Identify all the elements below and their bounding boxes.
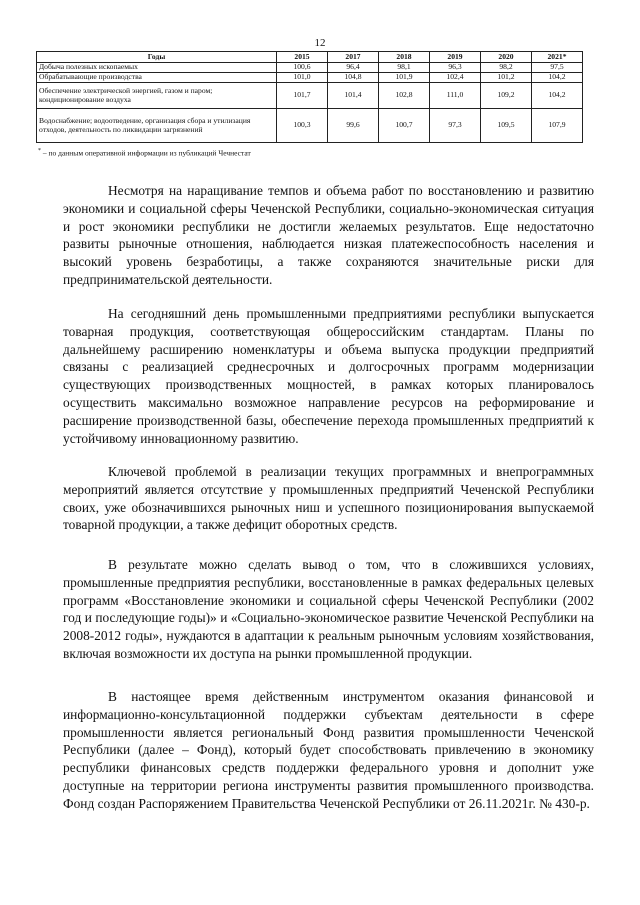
table-cell: 96,3 — [430, 63, 481, 73]
paragraph-conclusion: В результате можно сделать вывод о том, что в сложившихся условиях, промышленные предприятия республики, восстановленные в рамках федеральных целевых программ «Восстановление экономики и социальной сферы Чеченской Республики (2002 год и последующие годы)» и «Социально-экономическое развитие Чеченской Республики на 2008-2012 годы», нуждаются в адаптации к реальным рыночным условиям хозяйствования, включая возможности их доступа на рынки промышленной продукции. — [63, 557, 594, 661]
page-number: 12 — [314, 37, 326, 49]
table-cell: 109,5 — [481, 109, 532, 143]
table-cell: 109,2 — [481, 83, 532, 109]
table-cell: 99,6 — [328, 109, 379, 143]
header-2019: 2019 — [430, 52, 481, 63]
table-cell: 98,2 — [481, 63, 532, 73]
table-cell: 107,9 — [532, 109, 583, 143]
footnote-text: – по данным оперативной информации из публикаций Чечнестат — [41, 148, 251, 158]
row-label: Водоснабжение; водоотведение, организация сбора и утилизация отходов, деятельность по ликвидации загрязнений — [37, 109, 277, 143]
paragraph-key-problem: Ключевой проблемой в реализации текущих программных и внепрограммных мероприятий является отсутствие у промышленных предприятий Чеченской Республики своих, уже обозначившихся рыночных ниш и успешного позиционирования выпускаемой товарной продукции, а также дефицит оборотных средств. — [63, 464, 594, 533]
table-row — [37, 73, 583, 83]
table-cell: 111,0 — [430, 83, 481, 109]
table-row — [37, 63, 583, 73]
table-cell: 102,8 — [379, 83, 430, 109]
table-cell: 101,9 — [379, 73, 430, 83]
table-cell: 100,3 — [277, 109, 328, 143]
table-cell: 98,1 — [379, 63, 430, 73]
header-2018: 2018 — [379, 52, 430, 63]
table-cell: 101,0 — [277, 73, 328, 83]
header-2015: 2015 — [277, 52, 328, 63]
header-2020: 2020 — [481, 52, 532, 63]
table-cell: 101,7 — [277, 83, 328, 109]
header-2021: 2021* — [532, 52, 583, 63]
table-cell: 97,5 — [532, 63, 583, 73]
table-row — [37, 109, 583, 143]
paragraph-development-fund: В настоящее время действенным инструментом оказания финансовой и информационно-консультационной поддержки субъектам деятельности в сфере промышленности является региональный Фонд развития промышленности Чеченской Республики (далее – Фонд), который будет способствовать привлечению в экономику республики финансовых средств поддержки федерального уровня и дополнит уже доступные на территории региона инструменты развития промышленного производства. Фонд создан Распоряжением Правительства Чеченской Республики от 26.11.2021г. № 430-р. — [63, 689, 594, 811]
table-row — [37, 83, 583, 109]
paragraph-industrial-production: На сегодняшний день промышленными предприятиями республики выпускается товарная продукция, соответствующая общероссийским стандартам. Планы по дальнейшему расширению номенклатуры и объема выпуска продукции предприятий связаны с реализацией среднесрочных и долгосрочных программ модернизации существующих производственных мощностей, в рамках которых планировалось осуществить максимально возможное направление ресурсов на реформирование и расширение производственной базы, обеспечение перехода промышленных предприятий к устойчивому инновационному развитию. — [63, 306, 594, 446]
table-cell: 102,4 — [430, 73, 481, 83]
table-cell: 104,2 — [532, 73, 583, 83]
table-cell: 104,8 — [328, 73, 379, 83]
table-cell: 100,7 — [379, 109, 430, 143]
table-footnote — [38, 148, 251, 158]
table-cell: 96,4 — [328, 63, 379, 73]
row-label: Обеспечение электрической энергией, газом и паром; кондиционирование воздуха — [37, 83, 277, 109]
table-cell: 97,3 — [430, 109, 481, 143]
row-label: Добыча полезных ископаемых — [37, 63, 277, 73]
table-cell: 100,6 — [277, 63, 328, 73]
table-cell: 101,4 — [328, 83, 379, 109]
header-years: Годы — [37, 52, 277, 63]
table-cell: 101,2 — [481, 73, 532, 83]
paragraph-economic-situation: Несмотря на наращивание темпов и объема работ по восстановлению и развитию экономики и социальной сферы Чеченской Республики, социально-экономическая ситуация и рост экономики республики не достигли желаемых результатов. Еще недостаточно развиты рыночные отношения, наблюдается низкая платежеспособность населения и высокий уровень безработицы, а также сохраняются значительные риски для предпринимательской деятельности. — [63, 183, 594, 287]
industrial-index-table — [36, 51, 583, 143]
table-header-row — [37, 52, 583, 63]
footnote-mark: * — [38, 148, 41, 154]
row-label: Обрабатывающие производства — [37, 73, 277, 83]
header-2017: 2017 — [328, 52, 379, 63]
table-cell: 104,2 — [532, 83, 583, 109]
